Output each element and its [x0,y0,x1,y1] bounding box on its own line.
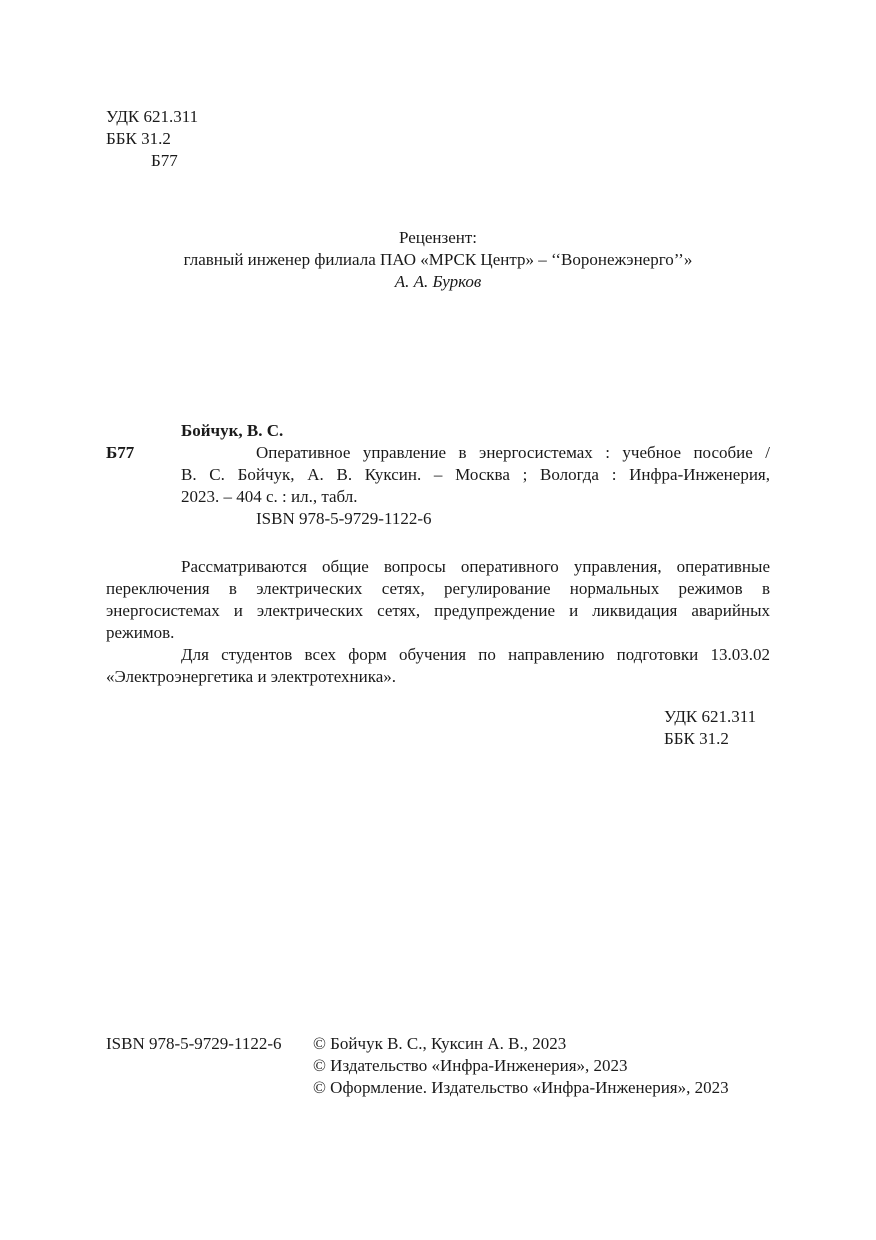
copyright-line: © Оформление. Издательство «Инфра-Инженерия», 2023 [313,1078,729,1097]
copyright-line: © Издательство «Инфра-Инженерия», 2023 [313,1056,628,1075]
abstract-audience: Для студентов всех форм обучения по направлению подготовки 13.03.02 «Электроэнергетика и электротехника». [106,645,770,686]
reviewer-block [0,227,876,293]
footer-isbn: ISBN 978-5-9729-1122-6 [106,1034,282,1053]
udk-code-bottom: УДК 621.311 [664,707,757,726]
catalog-publication-line: В. С. Бойчук, А. В. Куксин. – Москва ; Вологда : Инфра-Инженерия, [181,465,770,484]
catalog-title-line: Оперативное управление в энергосистемах : учебное пособие / [256,443,770,462]
abstract [106,556,770,688]
bbk-code: ББК 31.2 [106,129,171,148]
catalog-isbn: ISBN 978-5-9729-1122-6 [256,509,432,528]
reviewer-label: Рецензент: [398,228,478,247]
catalog-author-mark: Б77 [106,443,135,462]
classification-codes-bottom [664,706,756,750]
author-mark: Б77 [151,151,178,170]
catalog-year-line: 2023. – 404 с. : ил., табл. [181,487,358,506]
copyright-list [313,1033,729,1099]
catalog-author: Бойчук, В. С. [181,421,284,440]
reviewer-name: А. А. Бурков [394,272,482,291]
udk-code: УДК 621.311 [106,107,199,126]
bbk-code-bottom: ББК 31.2 [664,729,729,748]
copyright-line: © Бойчук В. С., Куксин А. В., 2023 [313,1034,567,1053]
reviewer-position: главный инженер филиала ПАО «МРСК Центр» – ‘‘Воронежэнерго’’» [183,250,693,269]
catalog-record [106,420,770,530]
abstract-paragraph: Рассматриваются общие вопросы оперативного управления, оперативные переключения в электрических сетях, регулирование нормальных режимов в энергосистемах и электрических сетях, предупреждение и ликвидация аварийных режимов. [106,557,770,642]
classification-codes-top [106,106,198,172]
